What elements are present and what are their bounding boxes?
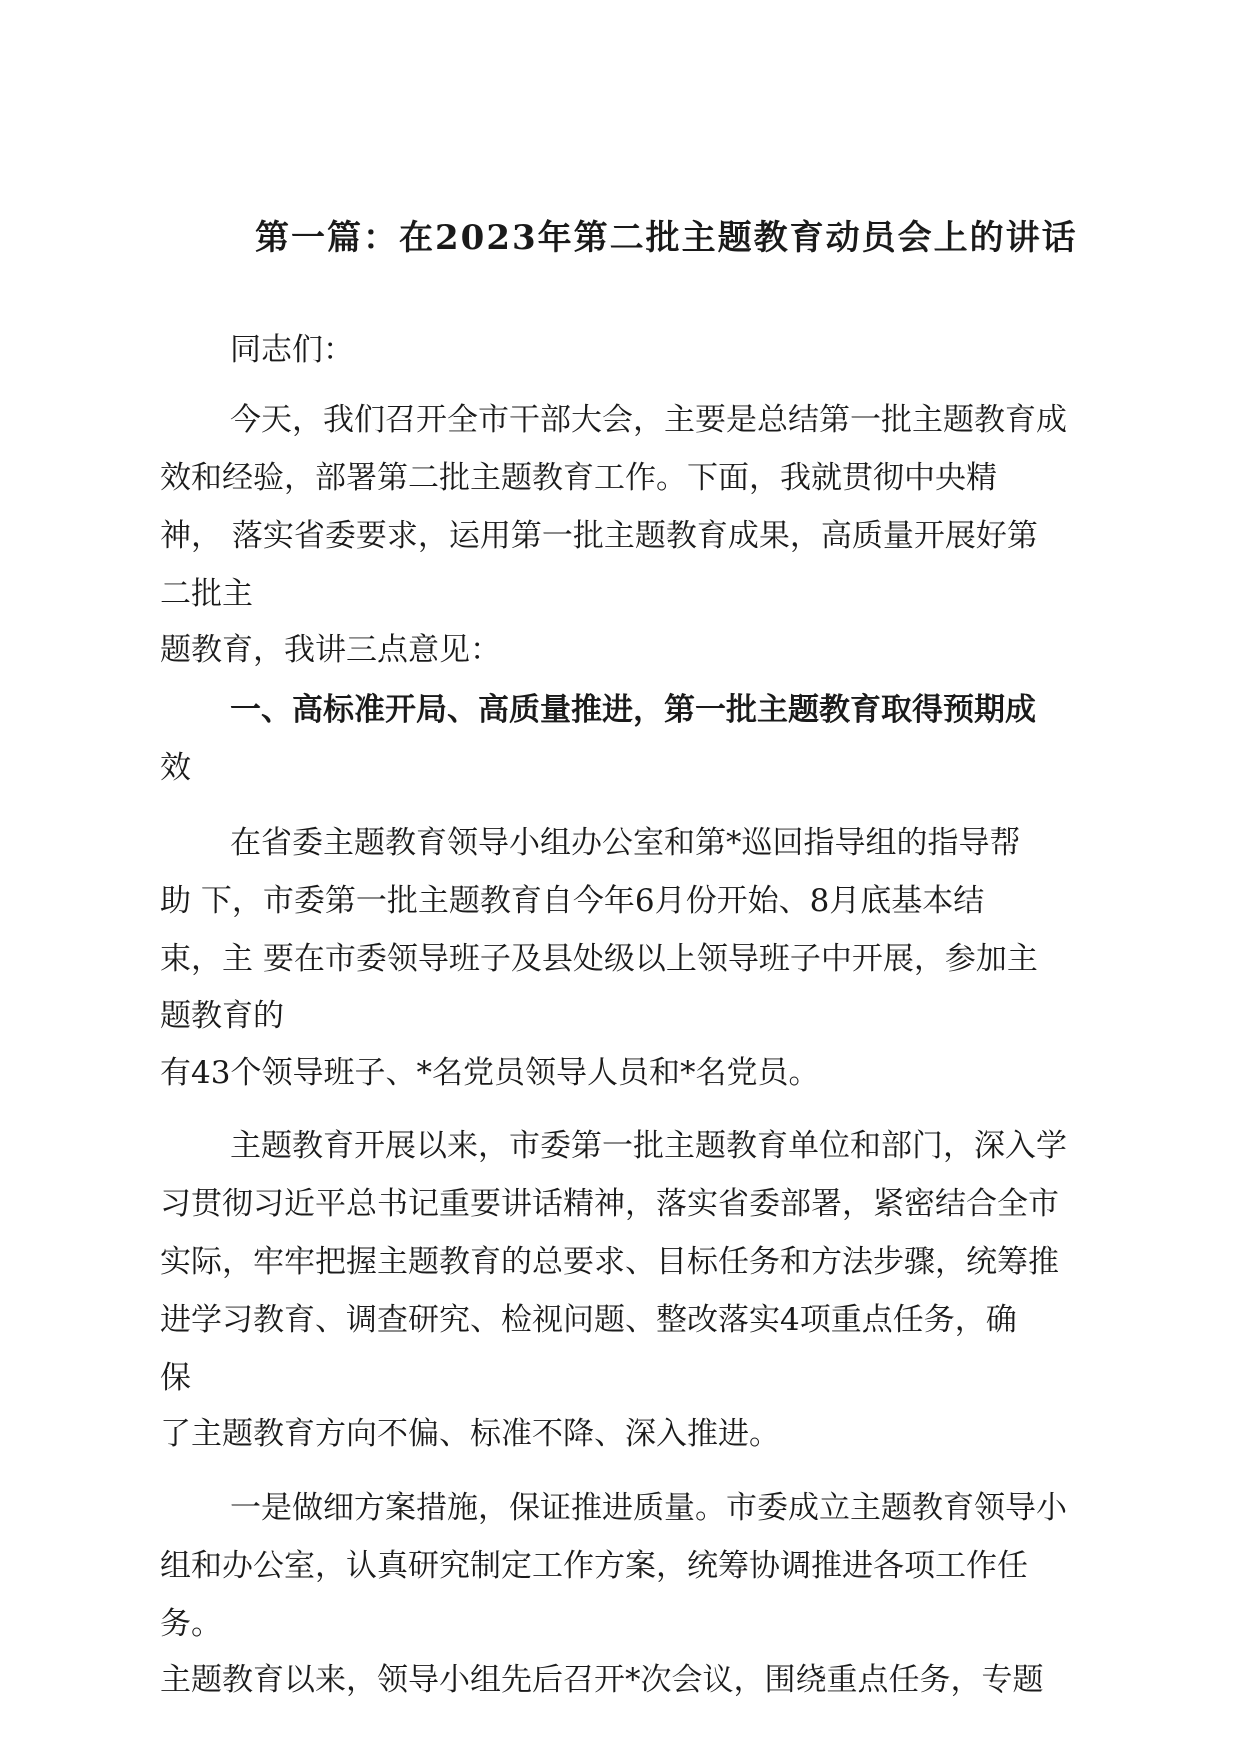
paragraph-line: 助 下，市委第一批主题教育自今年6月份开始、8月底基本结	[160, 883, 985, 919]
paragraph-line: 有43个领导班子、*名党员领导人员和*名党员。	[160, 1055, 820, 1091]
paragraph-line: 束，主 要在市委领导班子及县处级以上领导班子中开展，参加主	[160, 941, 1038, 977]
paragraph-line: 主题教育开展以来，市委第一批主题教育单位和部门，深入学	[230, 1128, 1067, 1164]
paragraph-line: 了主题教育方向不偏、标准不降、深入推进。	[160, 1416, 780, 1452]
paragraph-line: 今天，我们召开全市干部大会，主要是总结第一批主题教育成	[230, 402, 1067, 438]
paragraph-line: 实际，牢牢把握主题教育的总要求、目标任务和方法步骤，统筹推	[160, 1244, 1059, 1280]
paragraph-line: 在省委主题教育领导小组办公室和第*巡回指导组的指导帮	[230, 825, 1021, 861]
paragraph-line: 进学习教育、调查研究、检视问题、整改落实4项重点任务，确	[160, 1302, 1017, 1338]
paragraph-line: 一是做细方案措施，保证推进质量。市委成立主题教育领导小	[230, 1490, 1067, 1526]
paragraph-line: 题教育，我讲三点意见：	[160, 632, 501, 668]
paragraph-line: 神， 落实省委要求，运用第一批主题教育成果，高质量开展好第	[160, 518, 1038, 554]
paragraph-line: 组和办公室，认真研究制定工作方案，统筹协调推进各项工作任	[160, 1548, 1028, 1584]
paragraph-line: 效和经验，部署第二批主题教育工作。下面，我就贯彻中央精	[160, 460, 997, 496]
greeting-line: 同志们：	[230, 332, 354, 368]
paragraph-line: 二批主	[160, 576, 253, 612]
section-heading: 一、高标准开局、高质量推进，第一批主题教育取得预期成	[230, 692, 1036, 728]
paragraph-line: 题教育的	[160, 998, 284, 1034]
paragraph-line: 保	[160, 1360, 191, 1396]
paragraph-line: 务。	[160, 1606, 222, 1642]
document-title: 第一篇：在2023年第二批主题教育动员会上的讲话	[255, 218, 1078, 258]
section-heading-continued: 效	[160, 750, 191, 786]
paragraph-line: 主题教育以来，领导小组先后召开*次会议，围绕重点任务，专题	[160, 1662, 1044, 1698]
paragraph-line: 习贯彻习近平总书记重要讲话精神，落实省委部署，紧密结合全市	[160, 1186, 1059, 1222]
